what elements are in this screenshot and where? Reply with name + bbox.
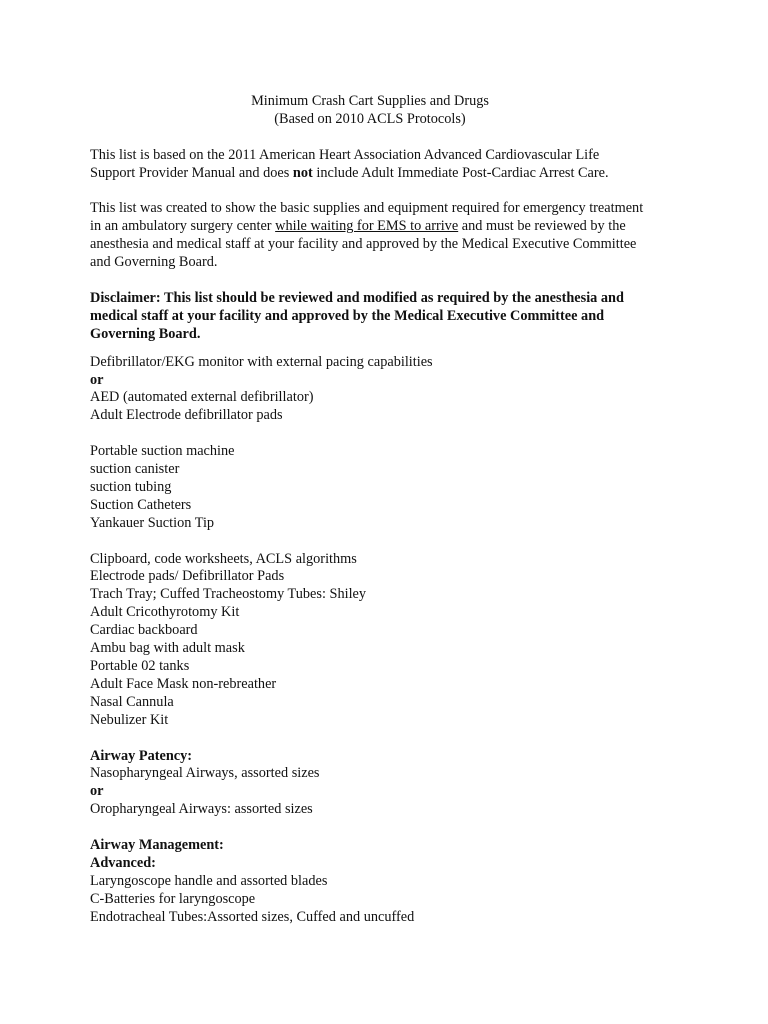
intro-line-2-start: Support Provider Manual and does xyxy=(90,164,293,181)
defib-item-pads: Adult Electrode defibrillator pads xyxy=(90,407,283,424)
intro-line-2-end: include Adult Immediate Post-Cardiac Arrest Care. xyxy=(312,164,609,181)
list-item: Suction Catheters xyxy=(90,496,192,513)
defib-item-monitor: Defibrillator/EKG monitor with external pacing capabilities xyxy=(90,353,433,370)
purpose-paragraph xyxy=(90,200,690,272)
list-item: Portable 02 tanks xyxy=(90,658,190,675)
intro-emphasis-not: not xyxy=(292,164,313,181)
airway-patency-item-oropharyngeal: Oropharyngeal Airways: assorted sizes xyxy=(90,801,313,818)
airway-patency-section xyxy=(90,748,690,820)
document-title xyxy=(90,93,650,129)
intro-line-1: This list is based on the 2011 American Heart Association Advanced Cardiovascular Life xyxy=(90,146,600,163)
list-item: Portable suction machine xyxy=(90,443,235,460)
airway-management-heading: Airway Management: xyxy=(90,837,224,854)
defibrillator-section xyxy=(90,354,690,426)
purpose-line-2 xyxy=(90,218,690,236)
purpose-line-3: anesthesia and medical staff at your facility and approved by the Medical Executive Committee xyxy=(90,236,637,253)
list-item: Nasal Cannula xyxy=(90,693,174,710)
airway-management-section xyxy=(90,837,690,927)
list-item: suction canister xyxy=(90,461,180,478)
purpose-line-4: and Governing Board. xyxy=(90,254,218,271)
purpose-line-2-start: in an ambulatory surgery center xyxy=(90,218,276,235)
list-item: Laryngoscope handle and assorted blades xyxy=(90,872,328,889)
disclaimer-line-1: Disclaimer: This list should be reviewed and modified as required by the anesthesia and xyxy=(90,289,624,306)
title-line-1: Minimum Crash Cart Supplies and Drugs xyxy=(251,93,489,109)
list-item: C-Batteries for laryngoscope xyxy=(90,890,256,907)
disclaimer-line-3: Governing Board. xyxy=(90,325,201,342)
list-item: Nebulizer Kit xyxy=(90,711,169,728)
list-item: Yankauer Suction Tip xyxy=(90,514,215,531)
list-item: Electrode pads/ Defibrillator Pads xyxy=(90,568,285,585)
list-item: Adult Cricothyrotomy Kit xyxy=(90,604,240,621)
list-item: Trach Tray; Cuffed Tracheostomy Tubes: Shiley xyxy=(90,586,367,603)
purpose-line-1: This list was created to show the basic supplies and equipment required for emergency treatment xyxy=(90,200,644,217)
intro-line-2 xyxy=(90,165,690,183)
suction-section xyxy=(90,443,690,533)
airway-management-subheading: Advanced: xyxy=(90,854,156,871)
list-item: Adult Face Mask non-rebreather xyxy=(90,675,277,692)
general-supplies-section xyxy=(90,551,690,730)
intro-paragraph xyxy=(90,147,690,183)
title-line-2: (Based on 2010 ACLS Protocols) xyxy=(274,110,466,127)
document-page xyxy=(90,93,690,927)
list-item: Ambu bag with adult mask xyxy=(90,640,245,657)
list-item: suction tubing xyxy=(90,478,172,495)
disclaimer-line-2: medical staff at your facility and approved by the Medical Executive Committee and xyxy=(90,307,605,324)
airway-patency-heading: Airway Patency: xyxy=(90,747,193,764)
airway-patency-item-nasopharyngeal: Nasopharyngeal Airways, assorted sizes xyxy=(90,765,320,782)
purpose-underlined-ems: while waiting for EMS to arrive xyxy=(275,218,459,235)
airway-patency-or: or xyxy=(90,783,104,800)
defib-item-aed: AED (automated external defibrillator) xyxy=(90,389,314,406)
disclaimer-paragraph xyxy=(90,290,690,344)
defib-or: or xyxy=(90,371,104,388)
purpose-line-2-end: and must be reviewed by the xyxy=(458,218,626,235)
list-item: Endotracheal Tubes:Assorted sizes, Cuffed and uncuffed xyxy=(90,908,415,925)
list-item: Clipboard, code worksheets, ACLS algorithms xyxy=(90,550,357,567)
list-item: Cardiac backboard xyxy=(90,622,198,639)
